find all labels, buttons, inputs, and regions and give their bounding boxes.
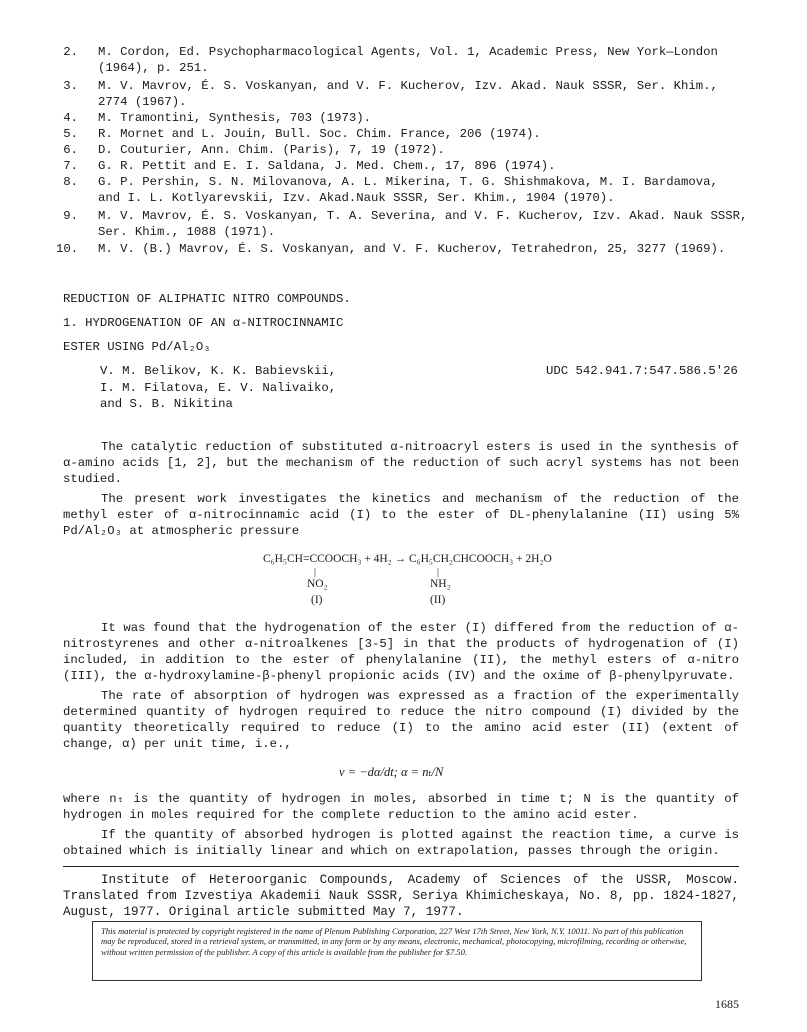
ref-line: (1964), p. 251. xyxy=(98,61,209,75)
ref-line: M. V. Mavrov, É. S. Voskanyan, and V. F. Kucherov, Izv. Akad. Nauk SSSR, Ser. Khim., xyxy=(98,79,718,93)
ref-line: and I. L. Kotlyarevskii, Izv. Akad.Nauk SSSR, Ser. Khim., 1904 (1970). xyxy=(98,191,615,205)
ref-number: 7. xyxy=(63,159,78,173)
authors-line: and S. B. Nikitina xyxy=(100,397,233,411)
ref-line: D. Couturier, Ann. Chim. (Paris), 7, 19 (1972). xyxy=(98,143,445,157)
page-number: 1685 xyxy=(715,997,739,1011)
copyright-notice: This material is protected by copyright registered in the name of Plenum Publishing Corporation, 227 West 17th Street, New York, N.Y. 10011. No part of this publication may be reproduced, stored in a retrieval system, or transmitted, in any form or by any means, electronic, mechanical, photocopying, microfilming, recording or otherwise, without written permission of the publisher. A copy of this article is available from the publisher for $7.50. xyxy=(92,921,702,981)
ref-line: G. R. Pettit and E. I. Saldana, J. Med. Chem., 17, 896 (1974). xyxy=(98,159,556,173)
ref-line: M. Tramontini, Synthesis, 703 (1973). xyxy=(98,111,372,125)
bond-mark: | xyxy=(437,567,440,578)
ref-number: 2. xyxy=(63,45,78,59)
ref-number: 6. xyxy=(63,143,78,157)
body-paragraph: where nₜ is the quantity of hydrogen in moles, absorbed in time t; N is the quantity of hydrogen in moles required for the complete reduction to the amino acid ester. xyxy=(63,792,739,822)
rate-formula: v = −dα/dt; α = nₜ/N xyxy=(339,765,444,779)
ref-line: M. V. Mavrov, É. S. Voskanyan, T. A. Severina, and V. F. Kucherov, Izv. Akad. Nauk SSSR, xyxy=(98,209,748,223)
udc-code: UDC 542.941.7:547.586.5'26 xyxy=(546,364,738,378)
ref-line: Ser. Khim., 1088 (1971). xyxy=(98,225,276,239)
divider xyxy=(63,866,739,867)
ref-number: 4. xyxy=(63,111,78,125)
authors-line: V. M. Belikov, K. K. Babievskii, xyxy=(100,364,337,378)
amino-group: NH₂ xyxy=(430,578,451,590)
body-paragraph: The present work investigates the kinetics and mechanism of the reduction of the methyl ester of α-nitrocinnamic acid (I) to the ester of DL-phenylalanine (II) using 5% Pd/Al₂O₃ at atmospheric pressure xyxy=(63,492,739,538)
authors-line: I. M. Filatova, E. V. Nalivaiko, xyxy=(100,381,337,395)
article-title-line: 1. HYDROGENATION OF AN α-NITROCINNAMIC xyxy=(63,316,344,330)
body-paragraph: The catalytic reduction of substituted α-nitroacryl esters is used in the synthesis of α-amino acids [1, 2], but the mechanism of the reduction of such acryl systems has not been studied. xyxy=(63,440,739,486)
body-paragraph: It was found that the hydrogenation of the ester (I) differed from the reduction of α-nitrostyrenes and other α-nitroalkenes [3-5] in that the products of hydrogenation of (I) included, in addition to the ester of phenylalanine (II), the methyl esters of α-nitro (III), the α-hydroxylamine-β-phenyl propionic acids (IV) and the oxime of β-phenylpyruvate. xyxy=(63,621,739,683)
ref-number: 3. xyxy=(63,79,78,93)
body-paragraph: If the quantity of absorbed hydrogen is plotted against the reaction time, a curve is obtained which is initially linear and which on extrapolation, passes through the origin. xyxy=(63,828,739,858)
ref-line: G. P. Pershin, S. N. Milovanova, A. L. Mikerina, T. G. Shishmakova, M. I. Bardamova, xyxy=(98,175,718,189)
article-title-line: REDUCTION OF ALIPHATIC NITRO COMPOUNDS. xyxy=(63,292,351,306)
ref-line: R. Mornet and L. Jouin, Bull. Soc. Chim. France, 206 (1974). xyxy=(98,127,541,141)
bond-mark: | xyxy=(314,567,317,578)
reaction-equation: C₆H₅CH=CCOOCH₃ + 4H₂ → C₆H₅CH₂CHCOOCH₃ + 2H₂O xyxy=(263,553,552,565)
ref-line: M. Cordon, Ed. Psychopharmacological Agents, Vol. 1, Academic Press, New York—London xyxy=(98,45,718,59)
nitro-group: NO₂ xyxy=(307,578,328,590)
article-title-line: ESTER USING Pd/Al₂O₃ xyxy=(63,340,211,354)
ref-number: 10. xyxy=(56,242,79,256)
compound-label: (I) xyxy=(311,594,323,606)
ref-number: 9. xyxy=(63,209,78,223)
ref-number: 8. xyxy=(63,175,78,189)
body-paragraph: The rate of absorption of hydrogen was expressed as a fraction of the experimentally determined quantity of hydrogen required to reduce the nitro compound (I) divided by the quantity theoretically required to reduce (I) to the amino acid ester (II) (extent of change, α) per unit time, i.e., xyxy=(63,689,739,751)
ref-line: M. V. (B.) Mavrov, É. S. Voskanyan, and V. F. Kucherov, Tetrahedron, 25, 3277 (1969). xyxy=(98,242,726,256)
footnote: Institute of Heteroorganic Compounds, Academy of Sciences of the USSR, Moscow. Translated from Izvestiya Akademii Nauk SSSR, Seriya Khimicheskaya, No. 8, pp. 1824-1827, August, 1977. Original article submitted May 7, 1977. xyxy=(63,873,739,919)
compound-label: (II) xyxy=(430,594,446,606)
ref-number: 5. xyxy=(63,127,78,141)
ref-line: 2774 (1967). xyxy=(98,95,187,109)
